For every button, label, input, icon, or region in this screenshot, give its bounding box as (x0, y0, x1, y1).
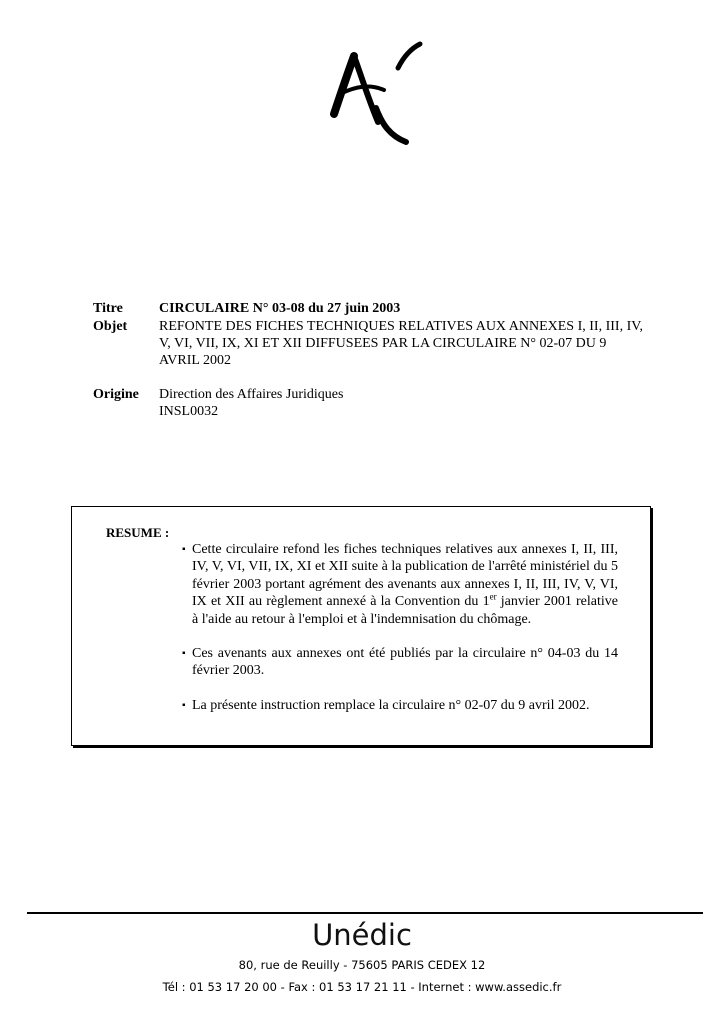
origine-label: Origine (93, 387, 139, 402)
resume-item-1 (182, 541, 618, 628)
origine-line1: Direction des Affaires Juridiques (159, 387, 344, 402)
resume-box (71, 506, 651, 746)
resume-title: RESUME : (106, 525, 170, 540)
resume-item-2: ▪ Ces avenants aux annexes ont été publiés par la circulaire n° 04-03 du 14 février 2003. (182, 645, 618, 680)
objet-value: REFONTE DES FICHES TECHNIQUES RELATIVES AUX ANNEXES I, II, III, IV, V, VI, VII, IX, XI ET XII DIFFUSEES PAR LA CIRCULAIRE N° 02-07 DU 9 AVRIL 2002 (159, 319, 644, 368)
objet-label: Objet (93, 319, 128, 334)
resume-item-3: ▪ La présente instruction remplace la circulaire n° 02-07 du 9 avril 2002. (182, 697, 618, 714)
footer-brand-logo: Unédic (312, 918, 412, 952)
origine-line2: INSL0032 (159, 404, 219, 419)
resume-item-1-sup: er (489, 591, 497, 602)
titre-value: CIRCULAIRE N° 03-08 du 27 juin 2003 (159, 301, 401, 316)
resume-item-1-text-end: janvier 2001 relative à l'aide au retour à l'emploi et à l'indemnisation du chômage. (192, 594, 618, 627)
resume-list (182, 541, 618, 731)
origine-value (159, 386, 649, 420)
unedic-a-logo-icon (326, 38, 430, 150)
footer-contact: Tél : 01 53 17 20 00 - Fax : 01 53 17 21 11 - Internet : www.assedic.fr (162, 980, 562, 994)
titre-label: Titre (93, 301, 123, 316)
resume-item-1-text: Cette circulaire refond les fiches techniques relatives aux annexes I, II, III, IV, V, VI, VII, IX, XI et XII suite à la publication de l'arrêté ministériel du 5 février 2003 portant agrément des avenants aux annexes I, II, III, IV, V, VI, IX et XII au règlement annexé à la Convention du 1 (192, 542, 618, 610)
footer-divider (27, 912, 703, 914)
footer-address: 80, rue de Reuilly - 75605 PARIS CEDEX 12 (238, 958, 486, 972)
